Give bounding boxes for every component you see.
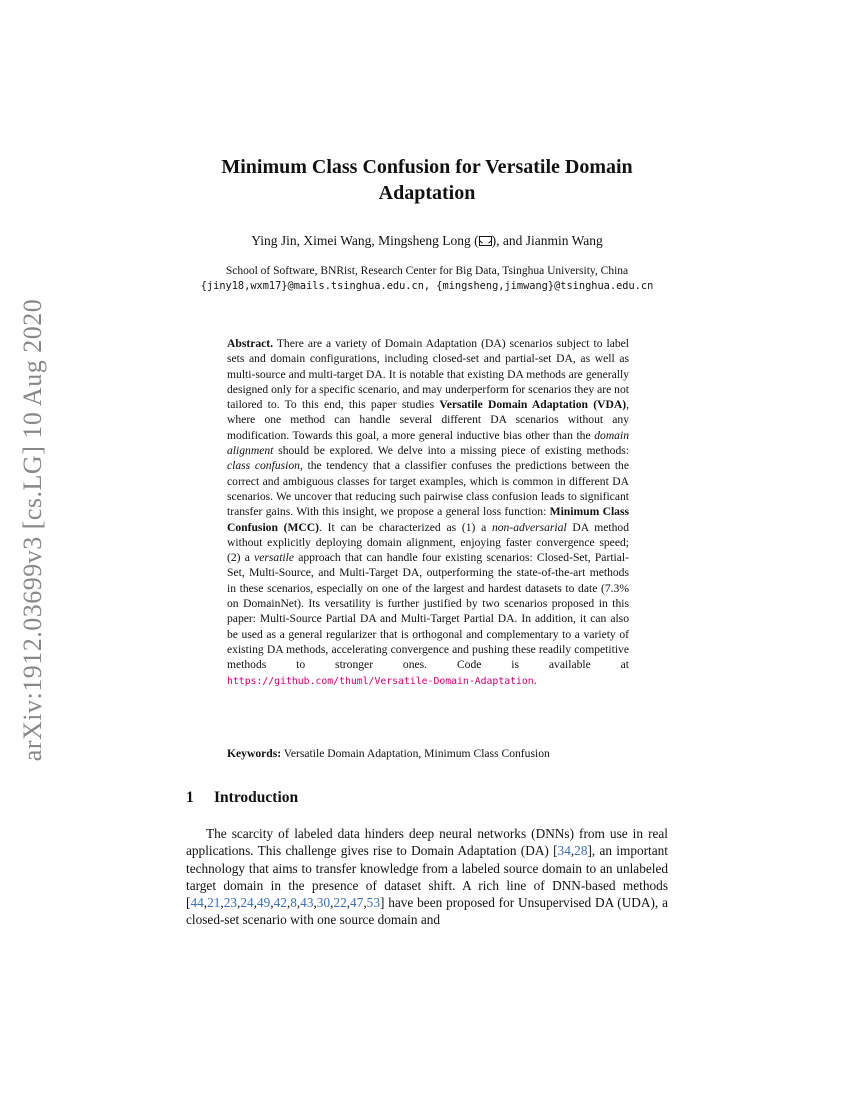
- intro-text: ], an important technology that aims to transfer knowledge from a labeled source domain to an unlabeled target domain in the presence of dataset shift. A rich line of DNN-based methods [: [186, 843, 668, 911]
- abstract-term-non-adversarial: non-adversarial: [491, 520, 567, 534]
- citation-link[interactable]: 28: [574, 843, 588, 859]
- abstract-text: DA method without explicitly deploying domain alignment, enjoying faster convergence speed; (2) a: [227, 520, 629, 565]
- abstract-term-mcc: Minimum Class Confusion (MCC): [227, 505, 629, 534]
- author-list: [186, 233, 668, 249]
- section-title: Introduction: [214, 789, 299, 806]
- envelope-icon: [479, 236, 492, 246]
- abstract-label: Abstract.: [227, 337, 274, 350]
- abstract-term-class-confusion: class confusion: [227, 459, 300, 473]
- affiliation-block: [186, 264, 668, 294]
- citation-link[interactable]: 23: [223, 895, 237, 911]
- citation-link[interactable]: 42: [273, 895, 287, 911]
- citation-link[interactable]: 47: [350, 895, 364, 911]
- abstract-text: should be explored. We delve into a missing piece of existing methods:: [273, 444, 629, 458]
- citation-link[interactable]: 34: [557, 843, 571, 859]
- citation-link[interactable]: 53: [366, 895, 380, 911]
- arxiv-stamp: [13, 287, 53, 773]
- abstract-text: , where one method can handle several different DA scenarios without any modification. Towards this goal, a more general inductive bias other than the: [227, 398, 629, 442]
- citation-group: 34,28: [557, 843, 588, 859]
- abstract-text: , the tendency that a classifier confuses the predictions between the correct and ambiguous classes for target examples, which is common in different DA scenarios. We uncover that reducing such pairwise class confusion leads to significant transfer gains. With this insight, we propose a general loss function:: [227, 459, 629, 519]
- citation-link[interactable]: 30: [316, 895, 331, 911]
- keywords-label: Keywords:: [227, 747, 282, 760]
- authors-text-start: Ying Jin, Ximei Wang, Mingsheng Long (: [251, 233, 479, 248]
- citation-link[interactable]: 49: [256, 895, 271, 911]
- intro-text: The scarcity of labeled data hinders deep neural networks (DNNs) from use in real applications. This challenge gives rise to Domain Adaptation (DA) [: [186, 826, 668, 859]
- citation-link[interactable]: 8: [290, 895, 297, 911]
- intro-paragraph: [186, 825, 668, 929]
- code-url-link[interactable]: https://github.com/thuml/Versatile-Domain-Adaptation: [227, 675, 534, 687]
- abstract-term-versatile: versatile: [254, 551, 294, 565]
- citation-link[interactable]: 24: [240, 895, 254, 911]
- intro-text: ] have been proposed for Unsupervised DA (UDA), a closed-set scenario with one source domain and: [186, 895, 668, 928]
- authors-text-end: ), and Jianmin Wang: [491, 233, 603, 248]
- paper-title: Minimum Class Confusion for Versatile Domain Adaptation: [221, 156, 633, 204]
- abstract-text: .: [533, 673, 537, 687]
- keywords: [227, 746, 629, 761]
- section-heading: [186, 789, 298, 807]
- abstract-text: There are a variety of Domain Adaptation (DA) scenarios subject to label sets and domain configurations, including closed-set and partial-set DA, as well as multi-source and multi-target DA. It is notable that existing DA methods are generally designed only for a specific scenario, and may underperform for scenarios they are not tailored to. To this end, this paper studies: [227, 337, 629, 412]
- abstract-term-domain-alignment: domain alignment: [227, 428, 629, 458]
- citation-group: 44,21,23,24,49,42,8,43,30,22,47,53: [190, 895, 380, 911]
- citation-link[interactable]: 21: [207, 895, 221, 911]
- section-number: 1: [186, 789, 194, 806]
- citation-link[interactable]: 43: [300, 895, 314, 911]
- abstract-text: approach that can handle four existing scenarios: Closed-Set, Partial-Set, Multi-Source, and Multi-Target DA, outperforming the state-of-the-art methods in these scenarios, especially on one of the largest and hardest datasets to date (7.3% on DomainNet). Its versatility is further justified by two scenarios proposed in this paper: Multi-Source Partial DA and Multi-Target Partial DA. In addition, it can also be used as a general regularizer that is orthogonal and complementary to a variety of existing DA methods, accelerating convergence and pushing these readily competitive methods to stronger ones. Code is available at: [227, 551, 629, 672]
- citation-link[interactable]: 44: [190, 895, 204, 911]
- email-addresses: {jiny18,wxm17}@mails.tsinghua.edu.cn, {mingsheng,jimwang}@tsinghua.edu.cn: [200, 280, 654, 292]
- abstract-term-vda: Versatile Domain Adaptation (VDA): [439, 398, 627, 412]
- abstract: [227, 336, 629, 689]
- arxiv-id: arXiv:1912.03699v3 [cs.LG] 10 Aug 2020: [18, 298, 47, 762]
- abstract-text: . It can be characterized as (1) a: [319, 520, 492, 534]
- affiliation: School of Software, BNRist, Research Center for Big Data, Tsinghua University, China: [225, 265, 629, 277]
- citation-link[interactable]: 22: [333, 895, 347, 911]
- keywords-text: Versatile Domain Adaptation, Minimum Class Confusion: [281, 747, 550, 760]
